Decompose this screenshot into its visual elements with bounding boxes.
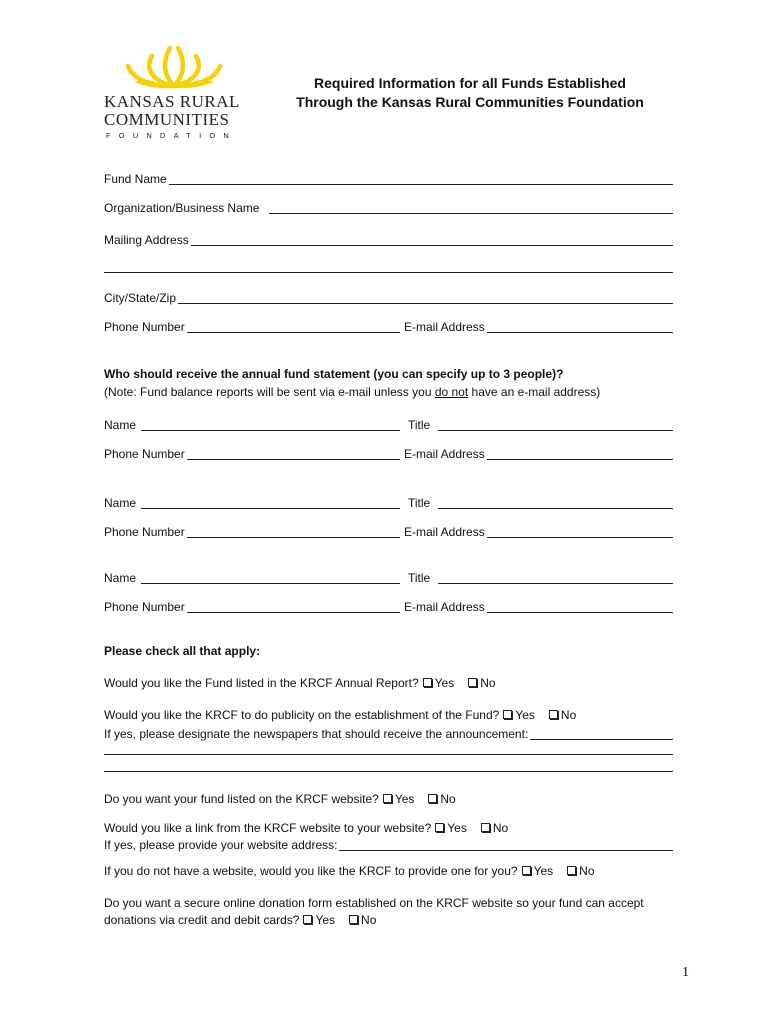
question-website-provide xyxy=(104,864,595,878)
person2-email-label: E-mail Address xyxy=(404,525,485,539)
person3-phone-email-row xyxy=(104,598,673,614)
person1-name-title-row xyxy=(104,416,673,432)
person1-name-field[interactable] xyxy=(141,418,400,431)
q3-no-checkbox[interactable] xyxy=(428,794,437,803)
q4-text: Would you like a link from the KRCF website to your website? xyxy=(104,821,432,835)
person3-email-field[interactable] xyxy=(487,600,673,613)
email-field[interactable] xyxy=(487,320,673,333)
q5-no-checkbox[interactable] xyxy=(567,866,576,875)
phone-field[interactable] xyxy=(187,320,400,333)
note-text-pre: (Note: Fund balance reports will be sent via e-mail unless you xyxy=(104,385,435,399)
person3-name-label: Name xyxy=(104,571,137,585)
person1-title-field[interactable] xyxy=(438,418,673,431)
wheat-flower-icon xyxy=(104,40,244,92)
q5-yes-label: Yes xyxy=(533,864,554,878)
note-text-post: have an e-mail address) xyxy=(468,385,601,399)
logo-text-line2: COMMUNITIES xyxy=(104,110,230,129)
mailing-address-label: Mailing Address xyxy=(104,233,189,247)
person3-email-label: E-mail Address xyxy=(404,600,485,614)
org-name-field[interactable] xyxy=(269,201,673,214)
org-name-row xyxy=(104,199,673,215)
page-number: 1 xyxy=(682,965,689,980)
person3-name-title-row xyxy=(104,569,673,585)
q2-yes-checkbox[interactable] xyxy=(503,710,512,719)
krcf-logo xyxy=(104,40,244,140)
person1-phone-label: Phone Number xyxy=(104,447,185,461)
question-publicity xyxy=(104,708,576,722)
statement-heading: Who should receive the annual fund statement (you can specify up to 3 people)? xyxy=(104,367,564,381)
person2-name-label: Name xyxy=(104,496,137,510)
phone-email-row xyxy=(104,318,673,334)
phone-label: Phone Number xyxy=(104,320,185,334)
q3-text: Do you want your fund listed on the KRCF website? xyxy=(104,792,379,806)
q2-sub-label: If yes, please designate the newspapers that should receive the announcement: xyxy=(104,727,529,741)
title-line1: Required Information for all Funds Established xyxy=(314,75,626,91)
q1-no-label: No xyxy=(480,676,496,690)
person2-name-title-row xyxy=(104,494,673,510)
mailing-address-field[interactable] xyxy=(191,233,673,246)
q2-text: Would you like the KRCF to do publicity on the establishment of the Fund? xyxy=(104,708,500,722)
city-state-zip-field[interactable] xyxy=(178,291,673,304)
person3-title-field[interactable] xyxy=(438,571,673,584)
person1-title-label: Title xyxy=(408,418,431,432)
person3-name-field[interactable] xyxy=(141,571,400,584)
q6-text: donations via credit and debit cards? xyxy=(104,913,300,927)
q3-yes-label: Yes xyxy=(394,792,415,806)
city-state-zip-row xyxy=(104,289,673,305)
title-line2: Through the Kansas Rural Communities Foundation xyxy=(296,94,644,110)
q6-no-label: No xyxy=(361,913,377,927)
q4-no-label: No xyxy=(492,821,509,835)
q2-yes-label: Yes xyxy=(515,708,535,722)
fund-name-label: Fund Name xyxy=(104,172,167,186)
q6-no-checkbox[interactable] xyxy=(349,915,358,924)
q1-no-checkbox[interactable] xyxy=(468,678,477,687)
person2-title-label: Title xyxy=(408,496,431,510)
q2-no-label: No xyxy=(560,708,577,722)
fund-name-field[interactable] xyxy=(169,172,673,185)
q4-yes-label: Yes xyxy=(447,821,467,835)
question-website-link xyxy=(104,821,508,835)
question-donation-form-line2 xyxy=(104,913,376,927)
q5-yes-checkbox[interactable] xyxy=(522,866,531,875)
mailing-address-field-line2[interactable] xyxy=(104,272,673,273)
logo-text-line1: KANSAS RURAL xyxy=(104,92,240,111)
person1-phone-field[interactable] xyxy=(187,447,400,460)
q2-no-checkbox[interactable] xyxy=(549,710,558,719)
person1-email-label: E-mail Address xyxy=(404,447,485,461)
person2-phone-field[interactable] xyxy=(187,525,400,538)
person3-phone-field[interactable] xyxy=(187,600,400,613)
person1-phone-email-row xyxy=(104,445,673,461)
mailing-address-row xyxy=(104,231,673,247)
q6-yes-checkbox[interactable] xyxy=(303,915,312,924)
q3-no-label: No xyxy=(440,792,456,806)
person2-name-field[interactable] xyxy=(141,496,400,509)
q5-no-label: No xyxy=(579,864,595,878)
person1-email-field[interactable] xyxy=(487,447,673,460)
person2-email-field[interactable] xyxy=(487,525,673,538)
statement-note xyxy=(104,385,600,399)
q6-yes-label: Yes xyxy=(315,913,336,927)
person2-title-field[interactable] xyxy=(438,496,673,509)
org-name-label: Organization/Business Name xyxy=(104,201,260,215)
city-state-zip-label: City/State/Zip xyxy=(104,291,177,305)
question-website-listing xyxy=(104,792,456,806)
logo-text-line3: FOUNDATION xyxy=(106,131,238,140)
q5-text: If you do not have a website, would you like the KRCF to provide one for you? xyxy=(104,864,518,878)
website-address-field[interactable] xyxy=(339,838,673,851)
question-donation-form-line1: Do you want a secure online donation form established on the KRCF website so your fund can accept xyxy=(104,896,644,910)
question-annual-report xyxy=(104,676,496,690)
q1-yes-label: Yes xyxy=(434,676,455,690)
q4-yes-checkbox[interactable] xyxy=(435,823,444,832)
q4-no-checkbox[interactable] xyxy=(481,823,490,832)
website-address-row xyxy=(104,836,673,852)
newspapers-field-line2[interactable] xyxy=(104,754,673,755)
checks-heading: Please check all that apply: xyxy=(104,644,261,658)
page-title xyxy=(260,74,680,112)
person2-phone-label: Phone Number xyxy=(104,525,185,539)
newspapers-field[interactable] xyxy=(530,727,673,740)
q3-yes-checkbox[interactable] xyxy=(383,794,392,803)
q4-sub-label: If yes, please provide your website address: xyxy=(104,838,338,852)
note-text-underlined: do not xyxy=(434,385,469,399)
person3-phone-label: Phone Number xyxy=(104,600,185,614)
q1-yes-checkbox[interactable] xyxy=(423,678,432,687)
newspapers-field-line3[interactable] xyxy=(104,771,673,772)
fund-name-row xyxy=(104,170,673,186)
email-label: E-mail Address xyxy=(404,320,485,334)
q1-text: Would you like the Fund listed in the KRCF Annual Report? xyxy=(104,676,419,690)
newspapers-row xyxy=(104,725,673,741)
person2-phone-email-row xyxy=(104,523,673,539)
person1-name-label: Name xyxy=(104,418,137,432)
person3-title-label: Title xyxy=(408,571,431,585)
